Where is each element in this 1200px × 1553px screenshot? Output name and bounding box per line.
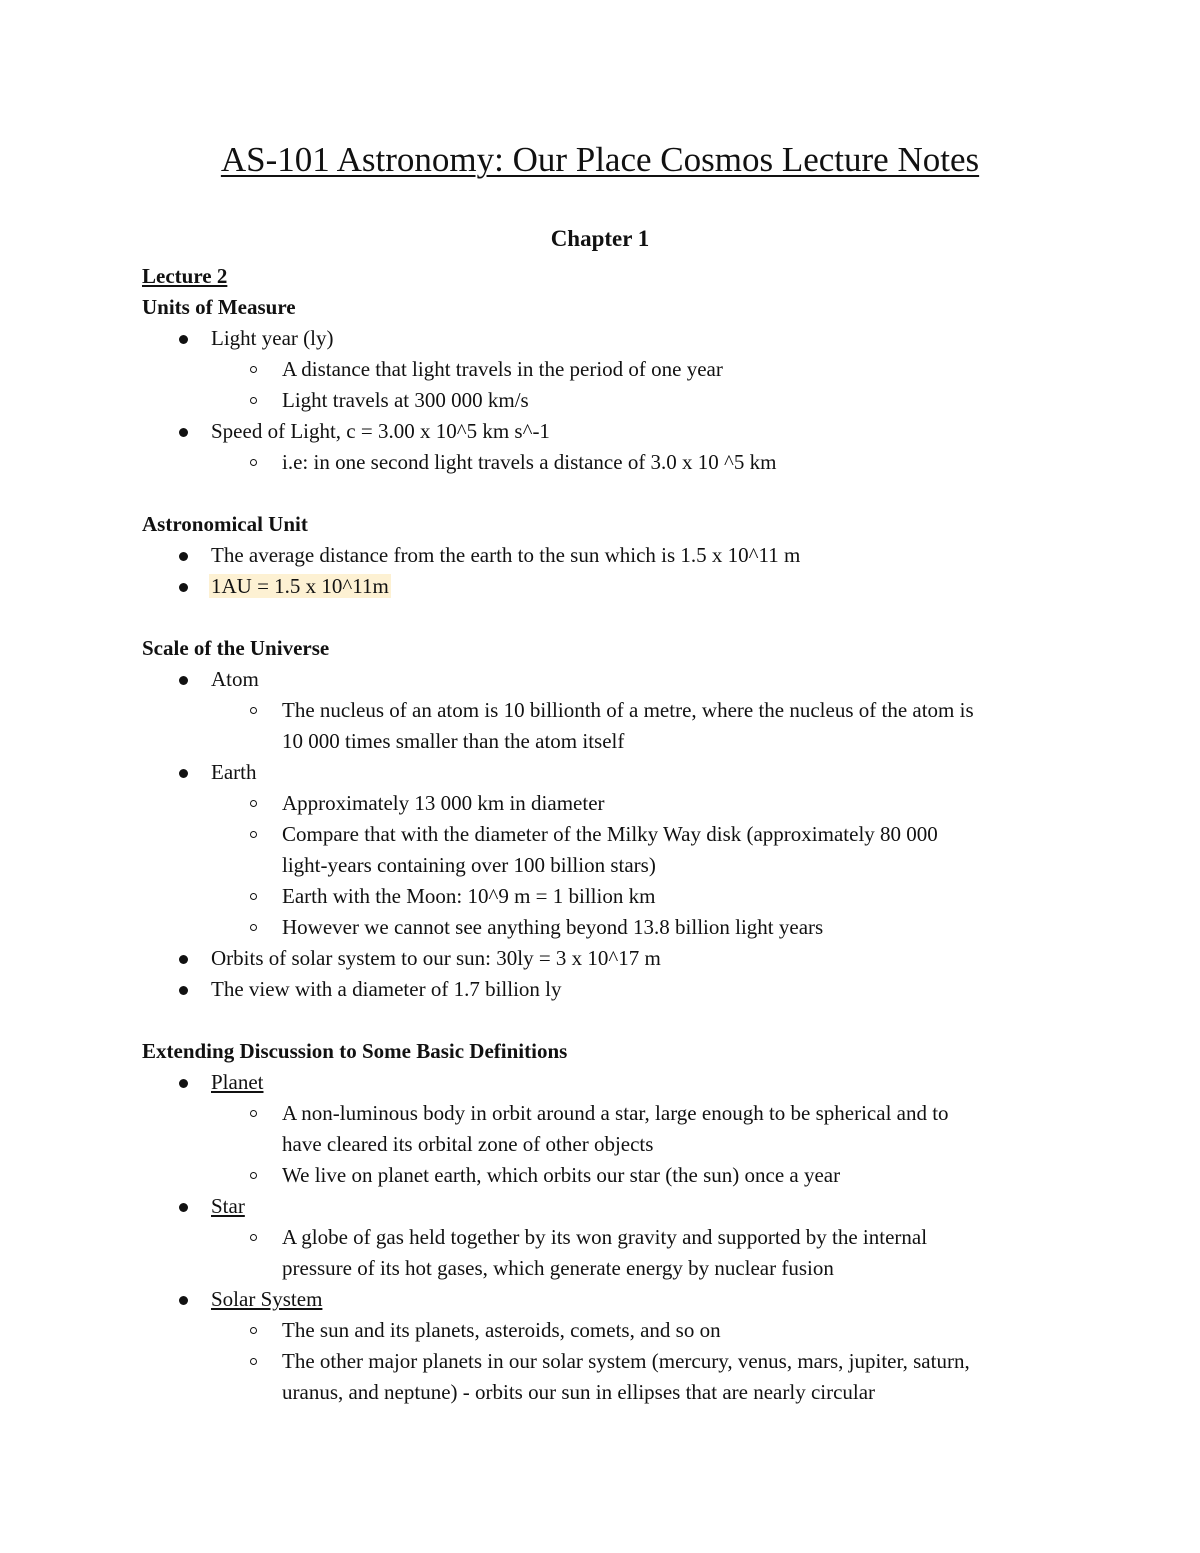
spacer [142, 602, 1082, 633]
bullet-icon [179, 428, 188, 437]
list-item [142, 943, 1082, 974]
sub-list-item [142, 819, 1082, 850]
circle-bullet-icon [250, 800, 257, 807]
list-item [142, 571, 1082, 602]
section-heading-units: Units of Measure [142, 295, 296, 319]
au-list [142, 540, 1082, 602]
circle-bullet-icon [250, 924, 257, 931]
list-item-text: Atom [211, 667, 259, 691]
spacer [142, 1005, 1082, 1036]
list-item-text: Speed of Light, c = 3.00 x 10^5 km s^-1 [211, 419, 550, 443]
list-item-text: Earth with the Moon: 10^9 m = 1 billion km [282, 884, 656, 908]
list-item-text: The average distance from the earth to the sun which is 1.5 x 10^11 m [211, 543, 801, 567]
bullet-icon [179, 676, 188, 685]
sub-list-item [142, 1098, 1082, 1129]
list-item-text: A non-luminous body in orbit around a star, large enough to be spherical and to [282, 1101, 949, 1125]
document-body [142, 261, 1082, 1408]
list-item-text: 10 000 times smaller than the atom itself [282, 729, 625, 753]
bullet-icon [179, 1079, 188, 1088]
circle-bullet-icon [250, 707, 257, 714]
list-item [142, 1067, 1082, 1098]
term-solar-system: Solar System [211, 1287, 323, 1311]
highlighted-text: 1AU = 1.5 x 10^11m [211, 574, 389, 598]
sub-list-item-continuation [142, 1253, 1082, 1284]
term-star: Star [211, 1194, 245, 1218]
list-item-text: i.e: in one second light travels a distance of 3.0 x 10 ^5 km [282, 450, 777, 474]
sub-list-item [142, 695, 1082, 726]
term-planet: Planet [211, 1070, 264, 1094]
lecture-heading: Lecture 2 [142, 264, 228, 288]
sub-list-item [142, 385, 1082, 416]
list-item-text: have cleared its orbital zone of other objects [282, 1132, 654, 1156]
scale-list [142, 664, 1082, 1005]
section-heading-scale: Scale of the Universe [142, 636, 330, 660]
list-item-text: However we cannot see anything beyond 13.8 billion light years [282, 915, 824, 939]
circle-bullet-icon [250, 1234, 257, 1241]
sub-list-item [142, 881, 1082, 912]
document-title: AS-101 Astronomy: Our Place Cosmos Lecture Notes [220, 140, 980, 179]
list-item-text: Orbits of solar system to our sun: 30ly = 3 x 10^17 m [211, 946, 661, 970]
list-item-text: uranus, and neptune) - orbits our sun in ellipses that are nearly circular [282, 1380, 876, 1404]
list-item-text: We live on planet earth, which orbits our star (the sun) once a year [282, 1163, 841, 1187]
list-item [142, 664, 1082, 695]
sub-list-item [142, 1160, 1082, 1191]
circle-bullet-icon [250, 893, 257, 900]
circle-bullet-icon [250, 831, 257, 838]
bullet-icon [179, 769, 188, 778]
list-item [142, 757, 1082, 788]
list-item-text: Compare that with the diameter of the Milky Way disk (approximately 80 000 [282, 822, 938, 846]
sub-list-item-continuation [142, 850, 1082, 881]
list-item-text: A globe of gas held together by its won gravity and supported by the internal [282, 1225, 928, 1249]
circle-bullet-icon [250, 1110, 257, 1117]
list-item-text: Light travels at 300 000 km/s [282, 388, 529, 412]
circle-bullet-icon [250, 459, 257, 466]
sub-list-item-continuation [142, 1377, 1082, 1408]
units-list [142, 323, 1082, 478]
list-item [142, 416, 1082, 447]
definitions-list [142, 1067, 1082, 1408]
circle-bullet-icon [250, 1172, 257, 1179]
list-item-text: A distance that light travels in the period of one year [282, 357, 723, 381]
list-item-text: Light year (ly) [211, 326, 334, 350]
list-item [142, 323, 1082, 354]
sub-list-item [142, 1222, 1082, 1253]
list-item [142, 1284, 1082, 1315]
circle-bullet-icon [250, 1358, 257, 1365]
sub-list-item [142, 1315, 1082, 1346]
list-item-text: Earth [211, 760, 257, 784]
list-item-text: The nucleus of an atom is 10 billionth of a metre, where the nucleus of the atom is [282, 698, 974, 722]
list-item-text: pressure of its hot gases, which generate energy by nuclear fusion [282, 1256, 834, 1280]
circle-bullet-icon [250, 397, 257, 404]
bullet-icon [179, 986, 188, 995]
chapter-heading: Chapter 1 [550, 226, 650, 251]
list-item-text: Approximately 13 000 km in diameter [282, 791, 605, 815]
bullet-icon [179, 552, 188, 561]
circle-bullet-icon [250, 366, 257, 373]
list-item [142, 1191, 1082, 1222]
list-item-text: light-years containing over 100 billion stars) [282, 853, 656, 877]
bullet-icon [179, 1296, 188, 1305]
bullet-icon [179, 335, 188, 344]
list-item [142, 974, 1082, 1005]
section-heading-au: Astronomical Unit [142, 512, 308, 536]
sub-list-item [142, 447, 1082, 478]
bullet-icon [179, 955, 188, 964]
circle-bullet-icon [250, 1327, 257, 1334]
sub-list-item [142, 788, 1082, 819]
list-item-text: The other major planets in our solar system (mercury, venus, mars, jupiter, saturn, [282, 1349, 970, 1373]
section-heading-definitions: Extending Discussion to Some Basic Definitions [142, 1039, 568, 1063]
bullet-icon [179, 1203, 188, 1212]
sub-list-item-continuation [142, 1129, 1082, 1160]
sub-list-item [142, 354, 1082, 385]
bullet-icon [179, 583, 188, 592]
sub-list-item [142, 1346, 1082, 1377]
sub-list-item-continuation [142, 726, 1082, 757]
list-item [142, 540, 1082, 571]
list-item-text: The view with a diameter of 1.7 billion ly [211, 977, 562, 1001]
sub-list-item [142, 912, 1082, 943]
list-item-text: The sun and its planets, asteroids, comets, and so on [282, 1318, 721, 1342]
spacer [142, 478, 1082, 509]
